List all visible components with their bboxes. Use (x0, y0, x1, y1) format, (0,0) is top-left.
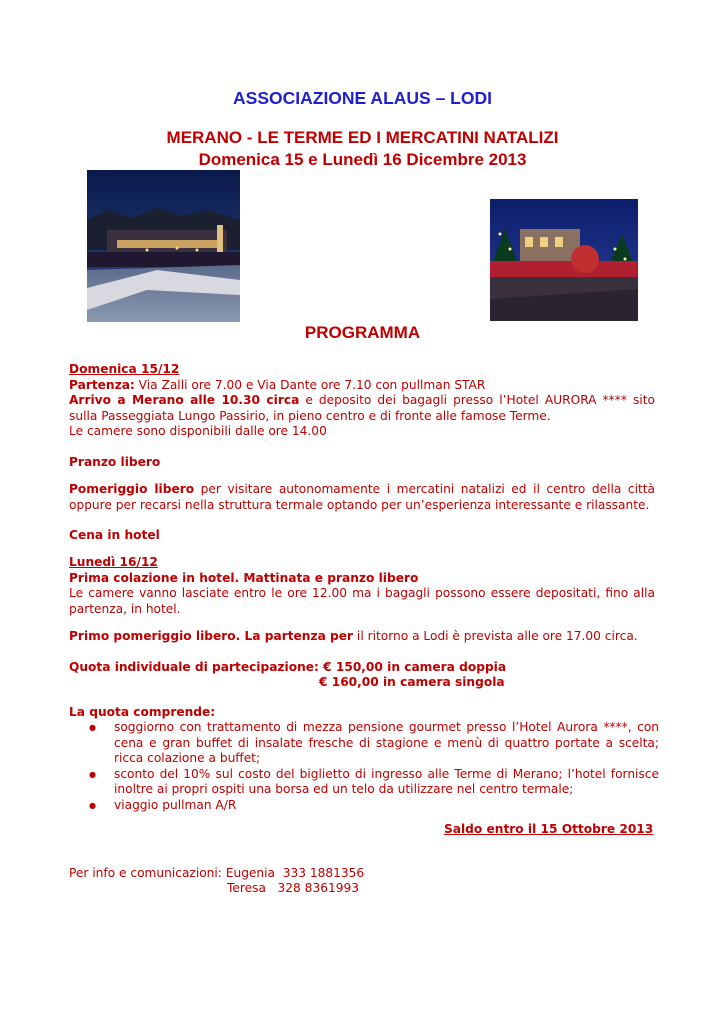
list-item: ● soggiorno con trattamento di mezza pensione gourmet presso l’Hotel Aurora ****, con cena e gran buffet di insalate fresche di stagione e menù di quattro portate a scelta; ricca colazione a buffet; (89, 720, 659, 765)
section-title: PROGRAMMA (304, 323, 421, 342)
list-item: ● viaggio pullman A/R (89, 797, 237, 812)
quota-single: € 160,00 in camera singola (319, 675, 505, 689)
day2-afternoon (69, 629, 669, 645)
day2-afternoon-label: Primo pomeriggio libero. La partenza per (69, 629, 354, 643)
afternoon-label: Pomeriggio libero (69, 482, 195, 496)
includes-heading: La quota comprende: (69, 705, 216, 719)
day1-rooms: Le camere sono disponibili dalle ore 14.00 (69, 424, 327, 438)
day2-morning: Prima colazione in hotel. Mattinata e pranzo libero (69, 571, 419, 585)
includes-list (69, 720, 659, 813)
day1-departure (69, 378, 655, 394)
rooms-text-b: .00 ma i bagagli possono essere depositati, fino alla partenza, in hotel. (69, 586, 656, 616)
contacts-line1: Per info e comunicazioni: Eugenia 333 1881356 (69, 866, 365, 880)
day1-dinner: Cena in hotel (69, 528, 160, 542)
departure-text: Via Zalli ore 7.00 e Via Dante ore 7.10 con pullman STAR (134, 378, 486, 392)
arrival-label: Arrivo a Merano alle 10.30 circa (69, 393, 300, 407)
quota-double: Quota individuale di partecipazione: € 150,00 in camera doppia (69, 660, 507, 674)
bullet-icon: ● (89, 723, 96, 732)
payment-deadline: Saldo entro il 15 Ottobre 2013 (444, 822, 654, 836)
event-title: MERANO - LE TERME ED I MERCATINI NATALIZI (166, 128, 559, 147)
merano-night-river-photo (87, 170, 240, 322)
day2-heading: Lunedì 16/12 (69, 555, 158, 569)
bullet-icon: ● (89, 800, 96, 810)
list-item: ● sconto del 10% sul costo del biglietto di ingresso alle Terme di Merano; l’hotel fornisce inoltre ai propri ospiti una borsa ed un telo da utilizzare nel centro termale; (89, 766, 659, 796)
org-title: ASSOCIAZIONE ALAUS – LODI (233, 88, 492, 108)
rooms-text-a: Le camere vanno lasciate entro le ore 12 (69, 586, 328, 600)
day1-lunch: Pranzo libero (69, 455, 161, 469)
day1-arrival (69, 393, 655, 424)
departure-label: Partenza: (69, 378, 135, 392)
day2-rooms (69, 586, 655, 617)
day1-heading: Domenica 15/12 (69, 362, 180, 376)
event-dates: Domenica 15 e Lunedì 16 Dicembre 2013 (198, 150, 527, 169)
day2-afternoon-text: il ritorno a Lodi è prevista alle ore 17.00 circa. (353, 629, 638, 643)
bullet-icon: ● (89, 769, 96, 779)
afternoon-text: per visitare autonomamente i mercatini natalizi ed il centro della città oppure per recarsi nella struttura termale optando per un’esperienza interessante e rilassante. (69, 482, 655, 512)
arrival-text: e deposito dei bagagli presso l’Hotel AURORA **** sito sulla Passeggiata Lungo Passirio, in pieno centro e di fronte alle famose Terme. (69, 393, 655, 423)
contacts-line2: Teresa 328 8361993 (227, 881, 359, 895)
christmas-market-photo (490, 199, 638, 321)
day1-afternoon (69, 482, 655, 513)
